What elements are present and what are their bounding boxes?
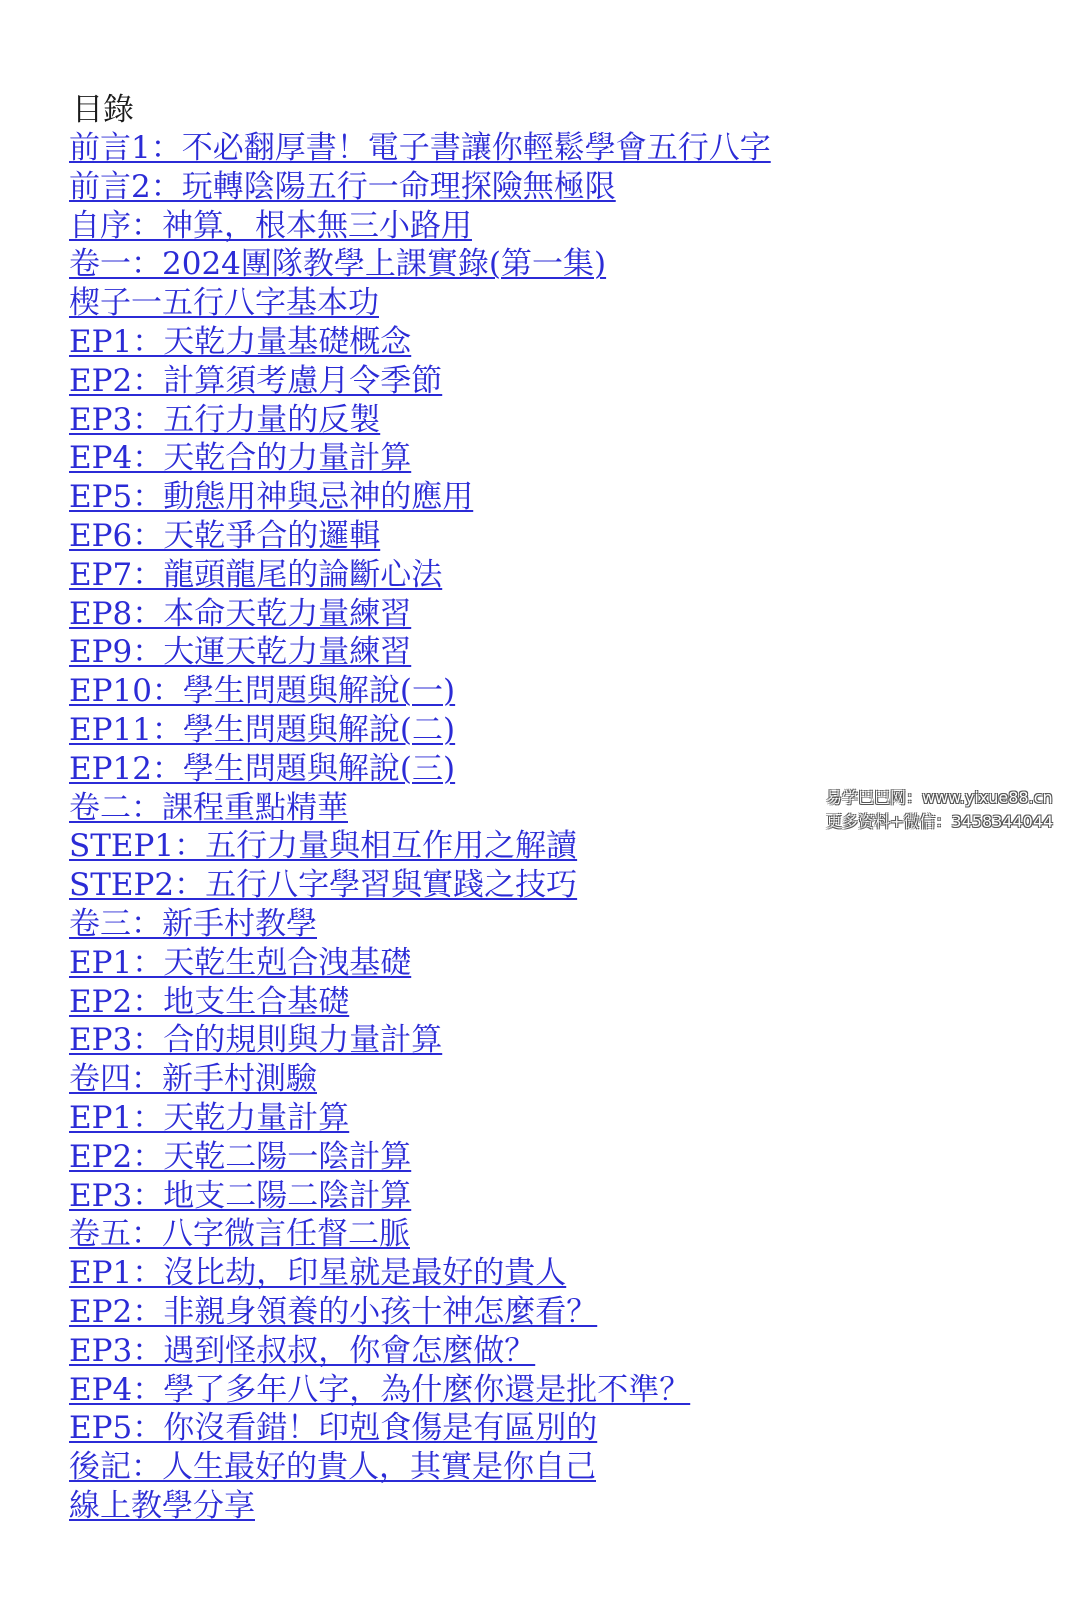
toc-item [69, 284, 771, 323]
toc-item [69, 633, 771, 672]
toc-item [69, 827, 771, 866]
toc-item [69, 1448, 771, 1487]
toc-link[interactable]: 卷四：新手村測驗 [69, 1061, 317, 1098]
toc-link[interactable]: EP1：天乾力量計算 [69, 1099, 350, 1136]
toc-item [69, 478, 771, 517]
toc-link[interactable]: STEP2：五行八字學習與實踐之技巧 [69, 867, 578, 904]
toc-link[interactable]: EP11：學生問題與解說(二) [69, 711, 456, 748]
toc-link[interactable]: EP2：計算須考慮月令季節 [69, 362, 443, 399]
toc-link[interactable]: EP1：沒比劫，印星就是最好的貴人 [69, 1255, 567, 1292]
toc-link[interactable]: EP2：非親身領養的小孩十神怎麼看？ [69, 1293, 598, 1330]
toc-link[interactable]: 卷一：2024團隊教學上課實錄(第一集) [69, 246, 607, 283]
toc-link[interactable]: 前言2：玩轉陰陽五行一命理探險無極限 [69, 168, 616, 205]
toc-item [69, 1177, 771, 1216]
toc-item [69, 362, 771, 401]
toc-link[interactable]: 卷三：新手村教學 [69, 905, 317, 942]
toc-item [69, 1215, 771, 1254]
toc-item [69, 556, 771, 595]
toc-link[interactable]: EP4：學了多年八字，為什麼你還是批不準？ [69, 1371, 691, 1408]
toc-item [69, 1371, 771, 1410]
toc-link[interactable]: STEP1：五行力量與相互作用之解讀 [69, 828, 578, 865]
toc-item [69, 1254, 771, 1293]
watermark-line-1: 易学巴巴网：www.yixue88.cn [826, 788, 1053, 807]
toc-link[interactable]: EP5：動態用神與忌神的應用 [69, 479, 474, 516]
toc-link[interactable]: EP4：天乾合的力量計算 [69, 440, 412, 477]
toc-link[interactable]: EP3：地支二陽二陰計算 [69, 1177, 412, 1214]
toc-link[interactable]: EP1：天乾生剋合洩基礎 [69, 944, 412, 981]
watermark-line-2: 更多资料+微信：3458344044 [826, 812, 1054, 831]
toc-item [69, 595, 771, 634]
toc-item [69, 439, 771, 478]
toc-link[interactable]: EP5：你沒看錯！印剋食傷是有區別的 [69, 1410, 598, 1447]
toc-item [69, 401, 771, 440]
toc-link[interactable]: 線上教學分享 [69, 1487, 255, 1524]
toc-link[interactable]: EP10：學生問題與解說(一) [69, 673, 456, 710]
toc-link[interactable]: EP12：學生問題與解說(三) [69, 750, 456, 787]
toc-item [69, 129, 771, 168]
toc-item [69, 245, 771, 284]
toc-link[interactable]: EP3：五行力量的反製 [69, 401, 381, 438]
toc-link[interactable]: EP2：地支生合基礎 [69, 983, 350, 1020]
toc-item [69, 750, 771, 789]
toc-link[interactable]: EP6：天乾爭合的邏輯 [69, 517, 381, 554]
toc-item [69, 789, 771, 828]
toc-link[interactable]: 卷五：八字微言任督二脈 [69, 1216, 410, 1253]
toc-item [69, 983, 771, 1022]
toc-link[interactable]: 前言1：不必翻厚書！電子書讓你輕鬆學會五行八字 [69, 130, 771, 166]
toc-item [69, 1293, 771, 1332]
toc-item [69, 1409, 771, 1448]
toc-item [69, 1332, 771, 1371]
toc-link[interactable]: EP3：合的規則與力量計算 [69, 1022, 443, 1059]
toc-link[interactable]: EP2：天乾二陽一陰計算 [69, 1138, 412, 1175]
toc-item [69, 711, 771, 750]
toc-title: 目錄 [72, 92, 134, 128]
toc-list [69, 129, 771, 1526]
toc-link[interactable]: EP1：天乾力量基礎概念 [69, 323, 412, 360]
watermark [826, 786, 1053, 834]
toc-link[interactable]: 後記：人生最好的貴人，其實是你自己 [69, 1449, 596, 1486]
toc-item [69, 1138, 771, 1177]
toc-item [69, 905, 771, 944]
toc-item [69, 1099, 771, 1138]
toc-item [69, 1021, 771, 1060]
toc-item [69, 168, 771, 207]
toc-item [69, 207, 771, 246]
toc-item [69, 944, 771, 983]
toc-link[interactable]: 卷二：課程重點精華 [69, 789, 348, 826]
toc-item [69, 672, 771, 711]
toc-item [69, 1487, 771, 1526]
toc-item [69, 1060, 771, 1099]
toc-link[interactable]: EP7：龍頭龍尾的論斷心法 [69, 556, 443, 593]
toc-link[interactable]: 楔子一五行八字基本功 [69, 285, 379, 322]
toc-link[interactable]: EP8：本命天乾力量練習 [69, 595, 412, 632]
toc-link[interactable]: 自序：神算，根本無三小路用 [69, 207, 472, 244]
toc-item [69, 866, 771, 905]
toc-link[interactable]: EP9：大運天乾力量練習 [69, 634, 412, 671]
toc-link[interactable]: EP3：遇到怪叔叔，你會怎麼做？ [69, 1332, 536, 1369]
toc-item [69, 517, 771, 556]
toc-item [69, 323, 771, 362]
